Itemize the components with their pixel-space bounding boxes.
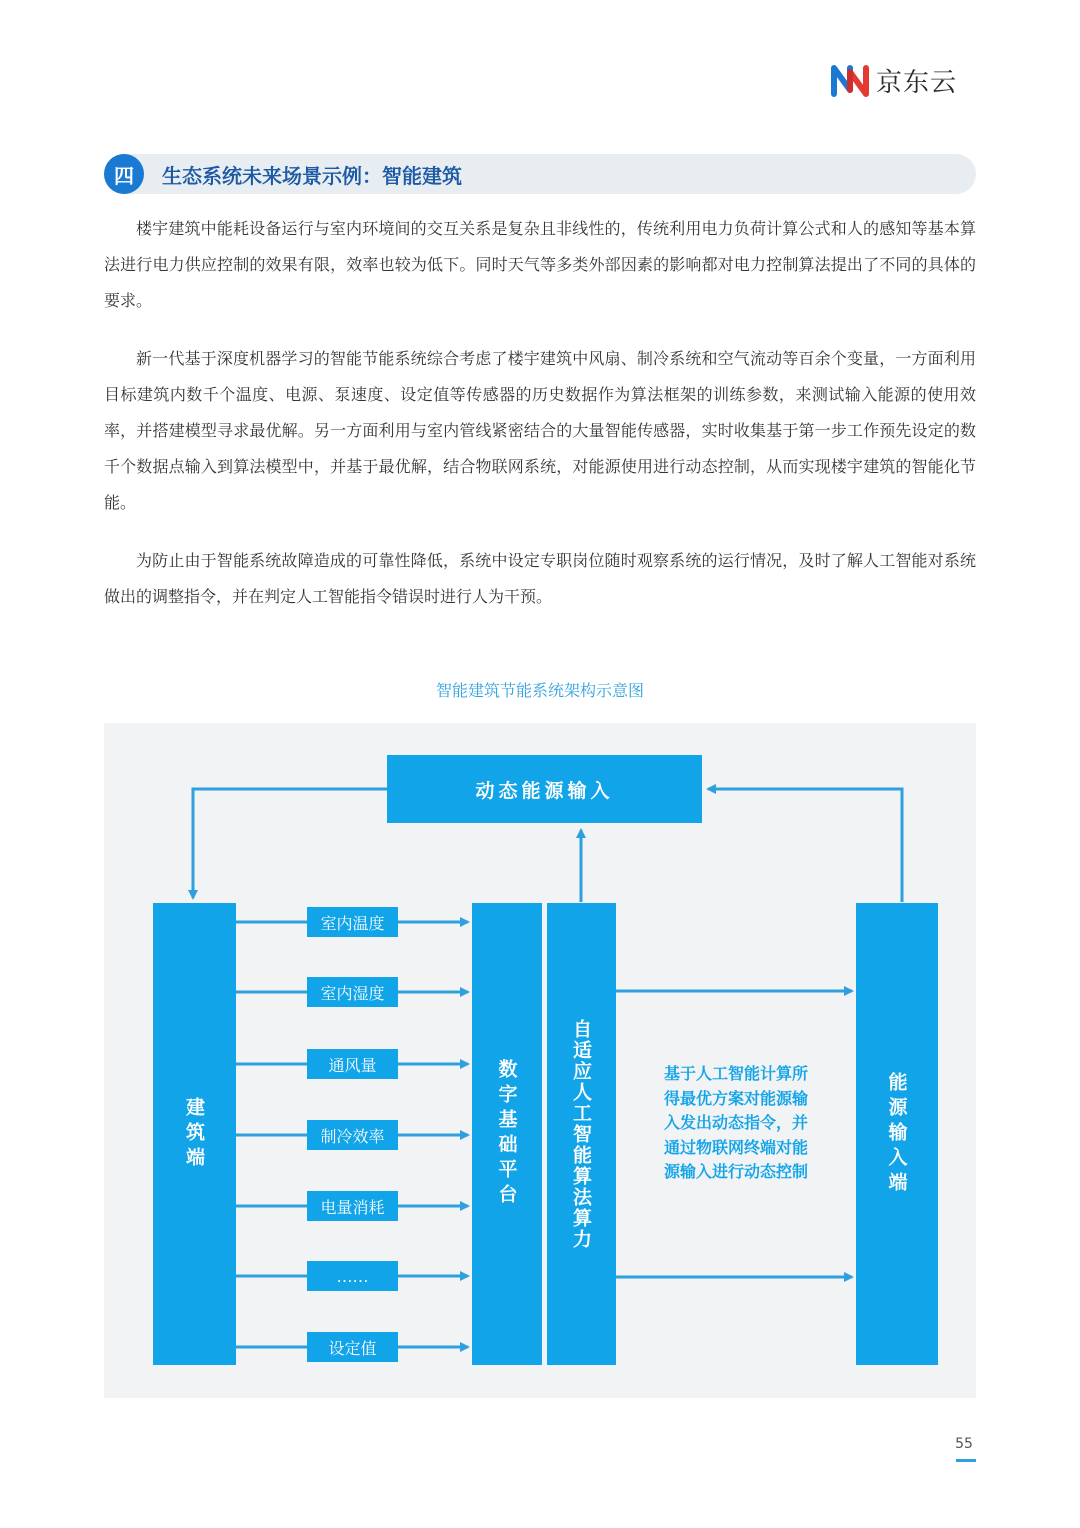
digital-platform-label: 数字基础平台 — [495, 1059, 518, 1209]
digital-platform-box — [472, 903, 542, 1365]
paragraph-3: 为防止由于智能系统故障造成的可靠性降低，系统中设定专职岗位随时观察系统的运行情况，及时了解人工智能对系统做出的调整指令，并在判定人工智能指令错误时进行人为干预。 — [104, 551, 976, 606]
energy-input-end-label: 能源输入端 — [885, 1071, 908, 1197]
page-number: 55 — [955, 1436, 973, 1452]
diagram-description: 基于人工智能计算所得最优方案对能源输入发出动态指令，并通过物联网终端对能源输入进行动态控制 — [664, 1064, 809, 1181]
input-label-7: 设定值 — [307, 1332, 398, 1362]
page-number-underline — [956, 1459, 976, 1462]
input-label-6: …… — [307, 1261, 398, 1291]
section-number-badge: 四 — [104, 154, 144, 194]
input-label-1: 室内温度 — [307, 907, 398, 937]
input-label-4: 制冷效率 — [307, 1120, 398, 1150]
brand-name: 京东云 — [876, 67, 958, 98]
section-title: 生态系统未来场景示例：智能建筑 — [162, 164, 462, 188]
arrow-energy-to-building — [193, 789, 387, 898]
paragraph-2: 新一代基于深度机器学习的智能节能系统综合考虑了楼宇建筑中风扇、制冷系统和空气流动等百余个变量，一方面利用目标建筑内数千个温度、电源、泵速度、设定值等传感器的历史数据作为算法框架的训练参数，来测试输入能源的使用效率，并搭建模型寻求最优解。另一方面利用与室内管线紧密结合的大量智能传感器，实时收集基于第一步工作预先设定的数千个数据点输入到算法模型中，并基于最优解，结合物联网系统，对能源使用进行动态控制，从而实现楼宇建筑的智能化节能。 — [104, 349, 976, 512]
input-label-3: 通风量 — [307, 1049, 398, 1079]
ai-algorithm-box — [547, 903, 616, 1365]
paragraph-1: 楼宇建筑中能耗设备运行与室内环境间的交互关系是复杂且非线性的，传统利用电力负荷计算公式和人的感知等基本算法进行电力供应控制的效果有限，效率也较为低下。同时天气等多类外部因素的影响都对电力控制算法提出了不同的具体的要求。 — [104, 219, 976, 310]
diagram-title: 智能建筑节能系统架构示意图 — [435, 681, 644, 700]
dynamic-energy-input-box: 动态能源输入 — [387, 755, 702, 823]
arrow-energy-input-to-dynamic — [708, 789, 902, 902]
building-end-box — [153, 903, 236, 1365]
energy-input-end-box — [856, 903, 938, 1365]
ai-algorithm-label: 自适应人工智能算法算力 — [570, 1018, 592, 1250]
building-end-label: 建筑端 — [183, 1096, 205, 1172]
input-label-5: 电量消耗 — [307, 1191, 398, 1221]
input-label-2: 室内湿度 — [307, 977, 398, 1007]
